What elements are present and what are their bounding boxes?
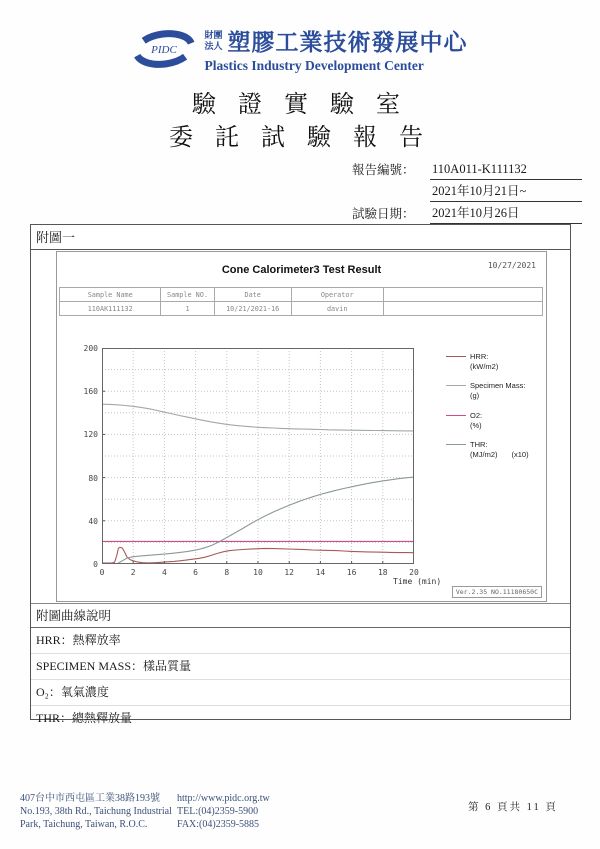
curve-note-row: THR：總熱釋放量 xyxy=(36,711,133,725)
legend-swatch-icon xyxy=(446,356,466,357)
page-number: 第 6 頁共 11 頁 xyxy=(468,802,558,813)
footer-url: http://www.pidc.org.tw xyxy=(177,793,270,804)
pidc-logo-icon xyxy=(132,26,196,72)
x-tick-label: 14 xyxy=(315,568,326,577)
chart-legend xyxy=(446,352,544,469)
y-tick-label: 0 xyxy=(93,560,98,569)
y-tick-label: 120 xyxy=(83,430,98,440)
curve-notes-title: 附圖曲線說明 xyxy=(31,603,570,628)
footer-tel: TEL:(04)2359-5900 xyxy=(177,806,259,817)
curve-note-row: SPECIMEN MASS：樣品質量 xyxy=(31,654,570,680)
legend-item xyxy=(446,381,544,401)
plot-area xyxy=(102,348,414,564)
chart-date: 10/27/2021 xyxy=(487,261,536,270)
curve-note-row: HRR：熱釋放率 xyxy=(31,628,570,654)
legend-swatch-icon xyxy=(446,444,466,445)
table-row xyxy=(60,288,543,302)
footer-fax: FAX:(04)2359-5885 xyxy=(177,819,260,830)
x-axis-title: Time (min) xyxy=(393,577,442,586)
test-date-line1: 2021年10月21日~ xyxy=(430,181,582,202)
date-label-spacer xyxy=(352,200,430,202)
table-cell: Operator xyxy=(291,288,383,302)
table-cell: Sample NO. xyxy=(161,288,214,302)
table-row xyxy=(60,302,543,316)
curve-notes-list xyxy=(31,628,570,731)
doc-title-line1: 驗 證 實 驗 室 xyxy=(192,92,408,118)
org-name-zh: 塑膠工業技術發展中心 xyxy=(227,29,468,55)
x-tick-label: 16 xyxy=(346,568,357,577)
footer-address-en2: Park, Taichung, Taiwan, R.O.C. xyxy=(20,819,148,830)
figure-section-label: 附圖一 xyxy=(31,225,570,250)
legend-swatch-icon xyxy=(446,385,466,386)
footer-address-zh: 407台中市西屯區工業38路193號 xyxy=(20,793,160,804)
sample-table xyxy=(59,287,543,316)
y-tick-label: 40 xyxy=(88,516,98,526)
legend-swatch-icon xyxy=(446,415,466,416)
legend-label: O2: (%) xyxy=(470,410,483,430)
x-tick-label: 4 xyxy=(161,568,167,577)
legend-label: HRR: (kW/m2) xyxy=(470,352,499,372)
version-text: Ver.2.35 NO.11180650C xyxy=(452,586,542,598)
footer-contact xyxy=(177,792,270,831)
table-cell: 110AK111132 xyxy=(60,302,161,316)
legend-label: THR: (MJ/m2) (x10) xyxy=(470,439,529,459)
curve-notes xyxy=(31,603,570,731)
doc-title-line2: 委 託 試 驗 報 告 xyxy=(169,125,431,151)
x-tick-label: 20 xyxy=(409,568,419,577)
report-no-value: 110A011-K111132 xyxy=(430,162,582,180)
y-tick-label: 160 xyxy=(83,387,98,397)
test-date-label: 試驗日期： xyxy=(352,207,415,221)
chart-svg xyxy=(102,348,414,564)
curve-note-row: O₂：氧氣濃度 xyxy=(31,680,570,706)
legend-item xyxy=(446,440,544,460)
table-cell: 1 xyxy=(161,302,214,316)
x-tick-label: 12 xyxy=(284,568,294,577)
table-cell: 10/21/2021-16 xyxy=(214,302,291,316)
footer-address-en1: No.193, 38th Rd., Taichung Industrial xyxy=(20,806,172,817)
x-tick-label: 8 xyxy=(224,568,230,577)
org-header xyxy=(0,24,600,74)
test-date-line2: 2021年10月26日 xyxy=(430,203,582,224)
figure-box xyxy=(30,224,571,725)
table-cell: Date xyxy=(214,288,291,302)
legend-item xyxy=(446,352,544,372)
table-cell: davin xyxy=(291,302,383,316)
org-prefix: 財團 法人 xyxy=(204,30,223,51)
x-tick-label: 10 xyxy=(253,568,263,577)
footer-address xyxy=(20,792,172,831)
x-tick-label: 2 xyxy=(130,568,136,577)
chart-title: Cone Calorimeter3 Test Result xyxy=(221,264,382,276)
table-cell xyxy=(383,288,542,302)
x-tick-label: 6 xyxy=(193,568,198,577)
legend-item xyxy=(446,411,544,431)
legend-label: Specimen Mass: (g) xyxy=(470,381,526,401)
table-cell: Sample Name xyxy=(60,288,161,302)
table-cell xyxy=(383,302,542,316)
org-name-en: Plastics Industry Development Center xyxy=(204,58,424,73)
y-tick-label: 200 xyxy=(83,344,98,353)
pidc-logo-text: PIDC xyxy=(151,44,178,56)
x-tick-label: 0 xyxy=(99,568,105,577)
y-tick-label: 80 xyxy=(88,473,98,483)
report-no-label: 報告編號： xyxy=(352,163,415,177)
x-tick-label: 18 xyxy=(377,568,388,577)
report-info xyxy=(352,160,584,225)
chart-box xyxy=(56,251,547,602)
